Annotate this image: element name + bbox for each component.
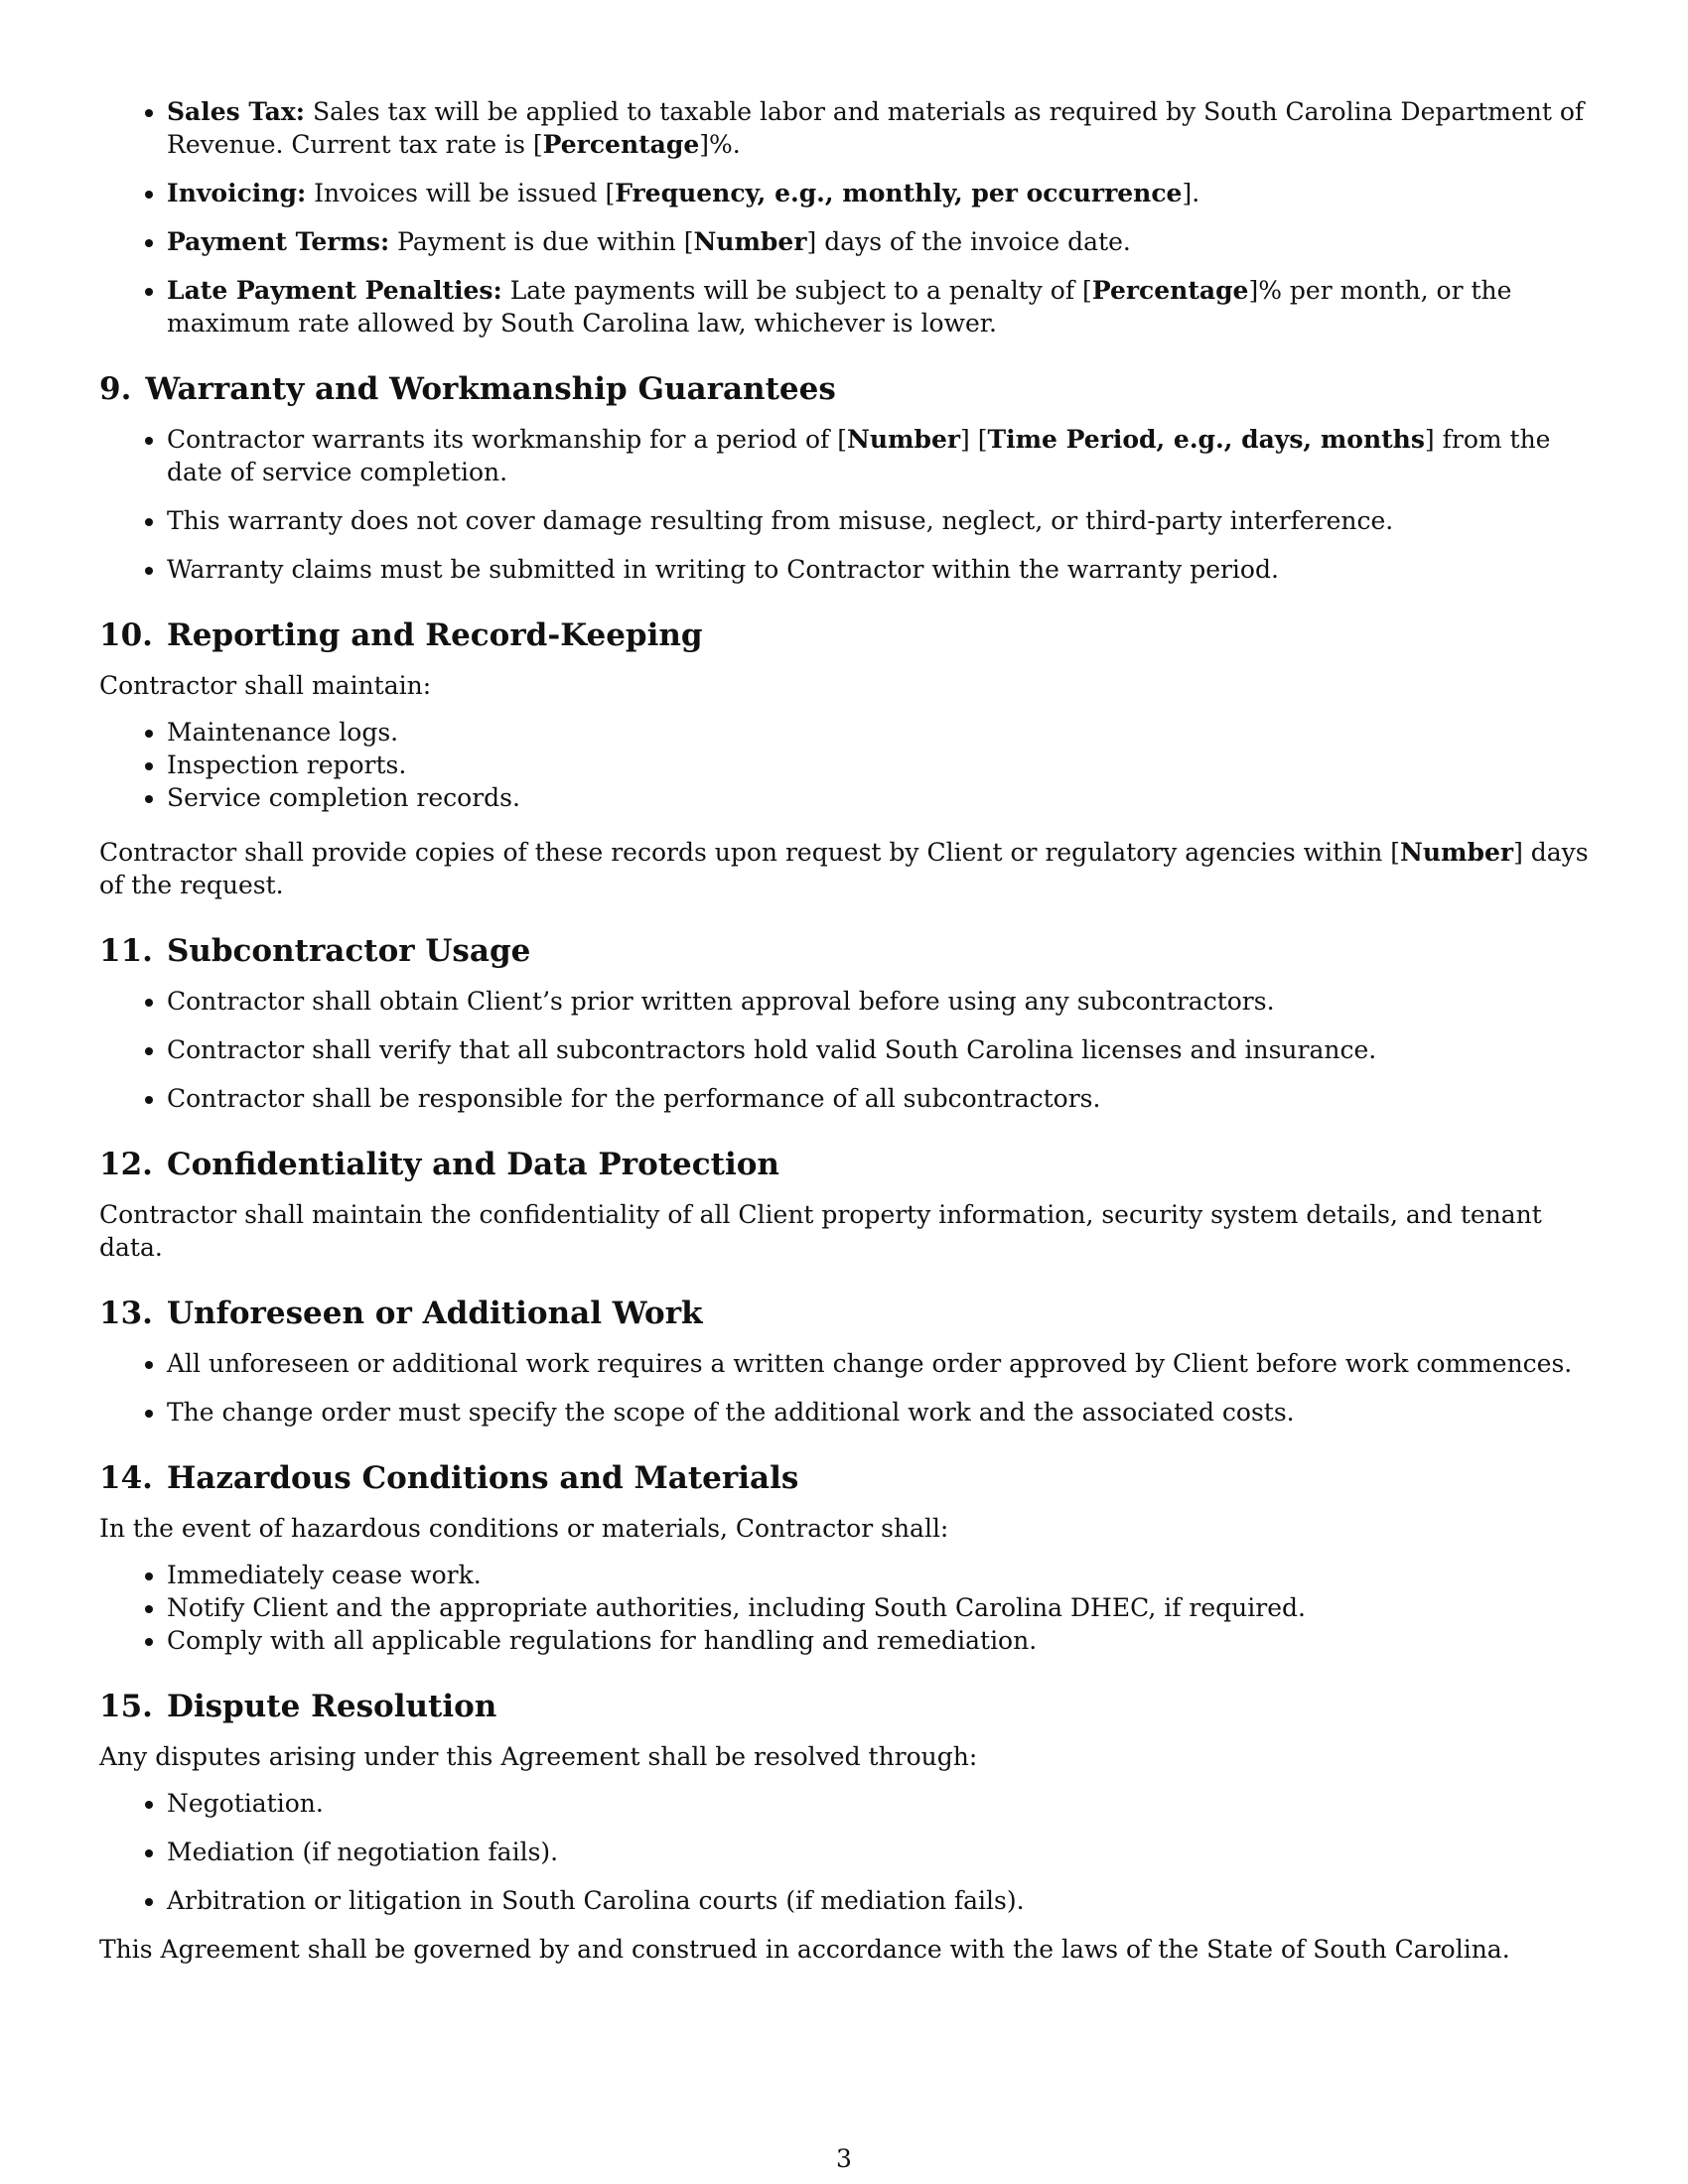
payment-terms-field: Number xyxy=(693,227,807,256)
list-item: • Immediately cease work. xyxy=(167,1559,1589,1591)
sales-tax-field: Percentage xyxy=(542,130,700,159)
text-segment: ] [ xyxy=(960,425,988,454)
section-heading-12 xyxy=(99,1145,1589,1184)
list-item-late-penalties xyxy=(167,274,1589,340)
section-text: Contractor shall maintain the confidentiality of all Client property information, security system details, and tenant data. xyxy=(99,1200,1542,1262)
section-number: 14. xyxy=(99,1460,153,1496)
section-heading-10 xyxy=(99,615,1589,655)
section-number: 12. xyxy=(99,1147,153,1182)
late-penalties-text: Late payments will be subject to a penalty of [ xyxy=(509,276,1092,305)
section-intro: Contractor shall maintain: xyxy=(99,671,432,700)
section-title: Unforeseen or Additional Work xyxy=(166,1296,703,1331)
section-outro xyxy=(99,836,1589,901)
section-number: 9. xyxy=(99,371,132,407)
list-item-sales-tax xyxy=(167,95,1589,161)
text-segment: ] from the date of service completion. xyxy=(167,425,1551,486)
payment-terms-list xyxy=(99,95,1589,340)
sales-tax-end: ]%. xyxy=(699,130,741,159)
section-title: Dispute Resolution xyxy=(166,1689,497,1724)
hazard-list xyxy=(99,1559,1589,1657)
section-heading-13 xyxy=(99,1294,1589,1333)
section-title: Subcontractor Usage xyxy=(166,933,531,969)
section-outro: This Agreement shall be governed by and construed in accordance with the laws of the State of South Carolina. xyxy=(99,1935,1510,1964)
late-penalties-field: Percentage xyxy=(1091,276,1249,305)
list-item: • Notify Client and the appropriate authorities, including South Carolina DHEC, if required. xyxy=(167,1591,1589,1624)
document-page xyxy=(99,95,1589,1979)
list-item: • Contractor shall obtain Client’s prior written approval before using any subcontractors. xyxy=(167,985,1589,1018)
sales-tax-label: Sales Tax: xyxy=(167,97,305,126)
placeholder-field: Number xyxy=(1400,838,1514,867)
list-item: • Contractor shall verify that all subcontractors hold valid South Carolina licenses and insurance. xyxy=(167,1033,1589,1066)
list-item: • Service completion records. xyxy=(167,781,1589,814)
payment-terms-label: Payment Terms: xyxy=(167,227,390,256)
placeholder-field: Number xyxy=(846,425,961,454)
list-item: • Negotiation. xyxy=(167,1787,1589,1820)
section-title: Hazardous Conditions and Materials xyxy=(166,1460,799,1496)
invoicing-text: Invoices will be issued [ xyxy=(314,179,616,207)
section-number: 13. xyxy=(99,1296,153,1331)
section-heading-14 xyxy=(99,1458,1589,1498)
list-item: • The change order must specify the scope of the additional work and the associated costs. xyxy=(167,1396,1589,1429)
list-item: • Mediation (if negotiation fails). xyxy=(167,1836,1589,1868)
page-number: 3 xyxy=(836,2144,852,2173)
placeholder-field: Time Period, e.g., days, months xyxy=(987,425,1425,454)
text-segment: Contractor shall provide copies of these records upon request by Client or regulatory agencies within [ xyxy=(99,838,1401,867)
list-item xyxy=(167,423,1589,488)
section-title: Warranty and Workmanship Guarantees xyxy=(145,371,836,407)
subcontractor-list xyxy=(99,985,1589,1115)
section-number: 15. xyxy=(99,1689,153,1724)
list-item: • Warranty claims must be submitted in writing to Contractor within the warranty period. xyxy=(167,553,1589,586)
section-heading-15 xyxy=(99,1687,1589,1726)
invoicing-label: Invoicing: xyxy=(167,179,307,207)
records-list xyxy=(99,716,1589,814)
section-intro: In the event of hazardous conditions or materials, Contractor shall: xyxy=(99,1514,949,1543)
warranty-list xyxy=(99,423,1589,586)
section-number: 10. xyxy=(99,617,153,653)
text-segment: Contractor warrants its workmanship for a period of [ xyxy=(167,425,847,454)
late-penalties-end: ]% per month, or the maximum rate allowed by South Carolina law, whichever is lower. xyxy=(167,276,1512,338)
section-title: Reporting and Record-Keeping xyxy=(166,617,703,653)
list-item-payment-terms xyxy=(167,225,1589,258)
list-item-invoicing xyxy=(167,177,1589,209)
dispute-list xyxy=(99,1787,1589,1917)
list-item: • Maintenance logs. xyxy=(167,716,1589,749)
invoicing-end: ]. xyxy=(1182,179,1200,207)
invoicing-field: Frequency, e.g., monthly, per occurrence xyxy=(615,179,1183,207)
section-heading-11 xyxy=(99,931,1589,971)
sales-tax-text: Sales tax will be applied to taxable labor and materials as required by South Carolina Department of Revenue. Current tax rate is [ xyxy=(167,97,1585,159)
additional-work-list xyxy=(99,1347,1589,1429)
list-item: • This warranty does not cover damage resulting from misuse, neglect, or third-party interference. xyxy=(167,504,1589,537)
list-item: • All unforeseen or additional work requires a written change order approved by Client before work commences. xyxy=(167,1347,1589,1380)
section-intro: Any disputes arising under this Agreement shall be resolved through: xyxy=(99,1742,978,1771)
section-number: 11. xyxy=(99,933,153,969)
list-item: • Arbitration or litigation in South Carolina courts (if mediation fails). xyxy=(167,1884,1589,1917)
late-penalties-label: Late Payment Penalties: xyxy=(167,276,502,305)
list-item: • Contractor shall be responsible for the performance of all subcontractors. xyxy=(167,1082,1589,1115)
section-title: Confidentiality and Data Protection xyxy=(166,1147,779,1182)
list-item: • Inspection reports. xyxy=(167,749,1589,781)
payment-terms-text: Payment is due within [ xyxy=(397,227,694,256)
text-segment: ] days of the request. xyxy=(99,838,1589,899)
payment-terms-end: ] days of the invoice date. xyxy=(806,227,1131,256)
section-heading-9 xyxy=(99,369,1589,409)
list-item: • Comply with all applicable regulations for handling and remediation. xyxy=(167,1624,1589,1657)
